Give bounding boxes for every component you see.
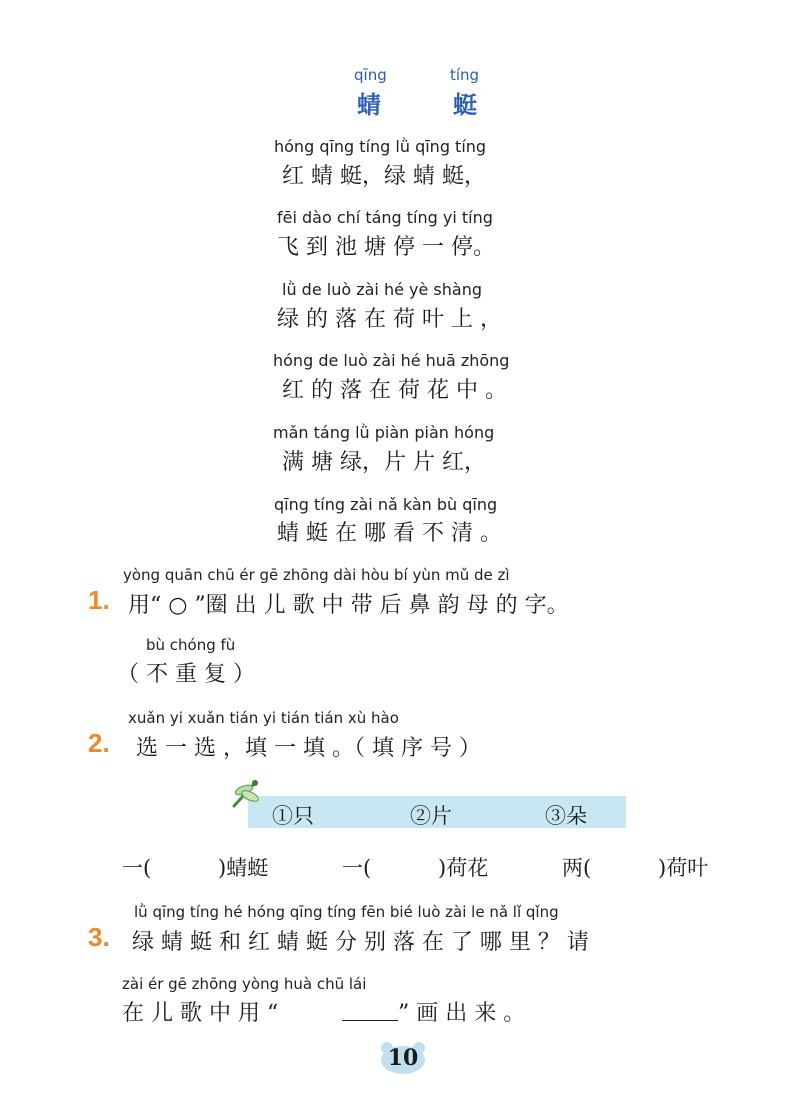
q2-text: 选 一 选 ，填 一 填 。（ 填 序 号 ）	[136, 736, 481, 761]
option-2: ②片	[410, 804, 452, 828]
poem-line-3-text: 绿 的 落 在 荷 叶 上 ，	[277, 307, 502, 332]
blank-2-suffix: )荷花	[438, 856, 489, 880]
blank-1-prefix: 一(	[122, 856, 152, 880]
blank-3-suffix: )荷叶	[658, 856, 709, 880]
q3-draw-line[interactable]	[342, 1020, 398, 1021]
q3-pinyin-2: zài ér gē zhōng yòng huà chū lái	[122, 975, 367, 993]
poem-line-5-text: 满 塘 绿，片 片 红，	[282, 450, 486, 475]
poem-line-6-text: 蜻 蜓 在 哪 看 不 清 。	[277, 521, 502, 546]
q3-pinyin: lǜ qīng tíng hé hóng qīng tíng fēn bié luò zài le nǎ lǐ qǐng	[134, 903, 559, 921]
poem-line-1-text: 红 蜻 蜓，绿 蜻 蜓，	[282, 164, 486, 189]
title-pinyin-1: qīng	[354, 66, 387, 84]
q1-text: 用“ ○ ”圈 出 儿 歌 中 带 后 鼻 韵 母 的 字。	[128, 593, 569, 618]
poem-line-2-text: 飞 到 池 塘 停 一 停。	[277, 235, 495, 260]
q3-text-2b: ” 画 出 来 。	[398, 1001, 526, 1026]
page-number: 10	[387, 1045, 419, 1071]
title-char-2: 蜓	[453, 90, 477, 119]
q3-text-2a: 在 儿 歌 中 用 “	[122, 1001, 279, 1026]
blank-2-prefix: 一(	[342, 856, 372, 880]
blank-3-answer[interactable]	[602, 852, 658, 880]
poem-line-2-pinyin: fēi dào chí táng tíng yi tíng	[277, 208, 493, 227]
poem-line-5-pinyin: mǎn táng lǜ piàn piàn hóng	[273, 423, 495, 442]
poem-line-4-text: 红 的 落 在 荷 花 中 。	[282, 378, 507, 403]
q3-text: 绿 蜻 蜓 和 红 蜻 蜓 分 别 落 在 了 哪 里 ？ 请	[132, 930, 589, 955]
q3-number: 3.	[88, 922, 110, 952]
blank-1-answer[interactable]	[162, 852, 218, 880]
q1-pinyin: yòng quān chū ér gē zhōng dài hòu bí yùn mǔ de zì	[123, 566, 510, 584]
dragonfly-icon	[228, 776, 270, 810]
option-3: ③朵	[545, 804, 587, 828]
option-1: ①只	[272, 804, 314, 828]
poem-line-4-pinyin: hóng de luò zài hé huā zhōng	[273, 351, 510, 370]
title-char-1: 蜻	[357, 90, 381, 119]
blank-3-prefix: 两(	[562, 856, 592, 880]
q1-number: 1.	[88, 585, 110, 615]
q2-pinyin: xuǎn yi xuǎn tián yi tián tián xù hào	[128, 709, 399, 727]
poem-line-3-pinyin: lǜ de luò zài hé yè shàng	[282, 280, 482, 299]
q2-number: 2.	[88, 728, 110, 758]
poem-line-1-pinyin: hóng qīng tíng lǜ qīng tíng	[274, 137, 487, 156]
q1-pinyin-2: bù chóng fù	[146, 636, 236, 654]
blank-2-answer[interactable]	[382, 852, 438, 880]
page-number-badge	[379, 1040, 427, 1076]
q1-text-2: （ 不 重 复 ）	[117, 662, 255, 687]
blank-1-suffix: )蜻蜓	[218, 856, 269, 880]
poem-line-6-pinyin: qīng tíng zài nǎ kàn bù qīng	[274, 495, 498, 514]
title-pinyin-2: tíng	[450, 66, 480, 84]
